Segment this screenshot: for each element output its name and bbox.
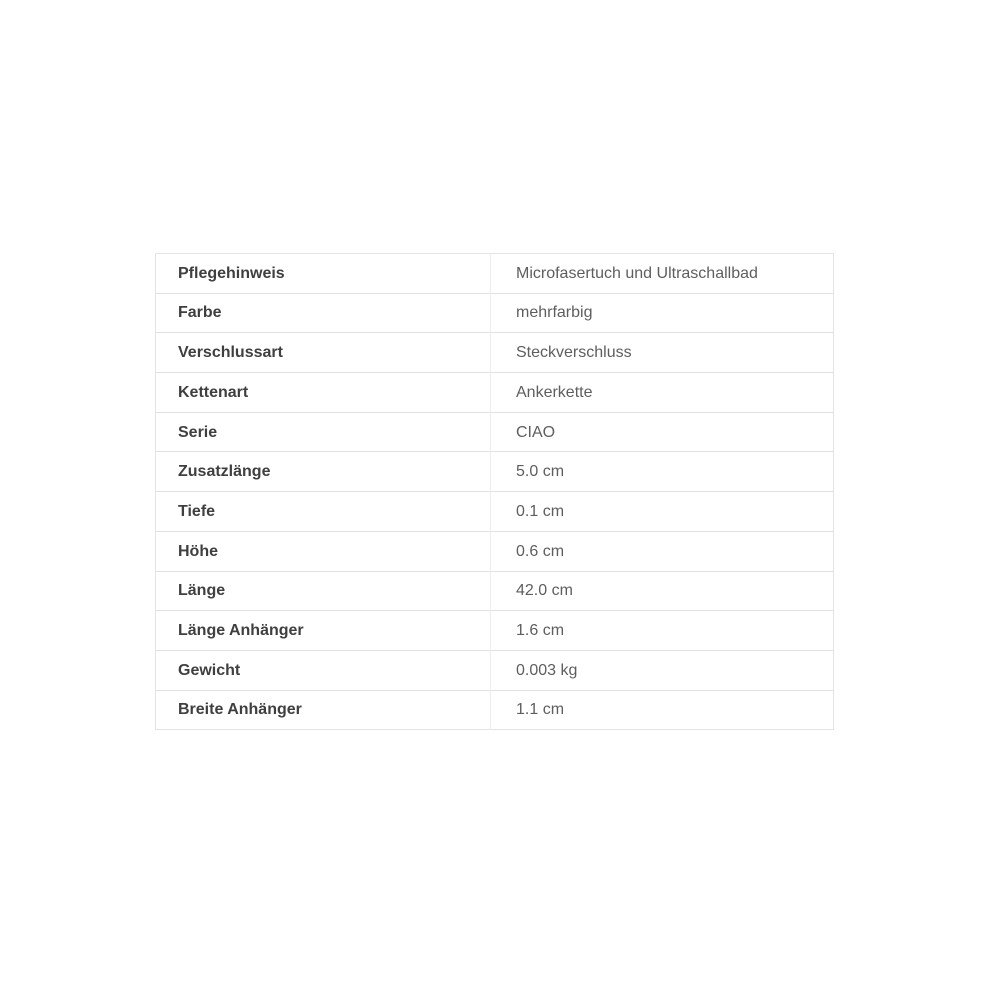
spec-table-row (156, 611, 834, 651)
spec-value: CIAO (491, 412, 834, 452)
spec-value: 42.0 cm (491, 571, 834, 611)
spec-label: Farbe (156, 293, 491, 333)
spec-value: 0.1 cm (491, 492, 834, 532)
spec-value: Steckverschluss (491, 333, 834, 373)
spec-table-body (156, 254, 834, 730)
spec-table-row (156, 333, 834, 373)
spec-table-row (156, 452, 834, 492)
spec-value: Microfasertuch und Ultraschallbad (491, 254, 834, 294)
spec-label: Gewicht (156, 650, 491, 690)
spec-table-row (156, 254, 834, 294)
spec-label: Länge Anhänger (156, 611, 491, 651)
spec-value: 0.003 kg (491, 650, 834, 690)
spec-table-row (156, 571, 834, 611)
spec-label: Kettenart (156, 373, 491, 413)
spec-label: Höhe (156, 531, 491, 571)
spec-label: Breite Anhänger (156, 690, 491, 730)
spec-table-row (156, 492, 834, 532)
spec-table-row (156, 650, 834, 690)
spec-value: 1.1 cm (491, 690, 834, 730)
spec-label: Serie (156, 412, 491, 452)
spec-value: 5.0 cm (491, 452, 834, 492)
spec-value: Ankerkette (491, 373, 834, 413)
spec-table-row (156, 412, 834, 452)
spec-table-row (156, 373, 834, 413)
spec-label: Verschlussart (156, 333, 491, 373)
spec-label: Zusatzlänge (156, 452, 491, 492)
spec-label: Länge (156, 571, 491, 611)
product-spec-table (155, 253, 834, 730)
spec-table-row (156, 293, 834, 333)
spec-value: 0.6 cm (491, 531, 834, 571)
spec-label: Tiefe (156, 492, 491, 532)
spec-label: Pflegehinweis (156, 254, 491, 294)
spec-value: 1.6 cm (491, 611, 834, 651)
spec-table-row (156, 690, 834, 730)
spec-value: mehrfarbig (491, 293, 834, 333)
spec-table-row (156, 531, 834, 571)
